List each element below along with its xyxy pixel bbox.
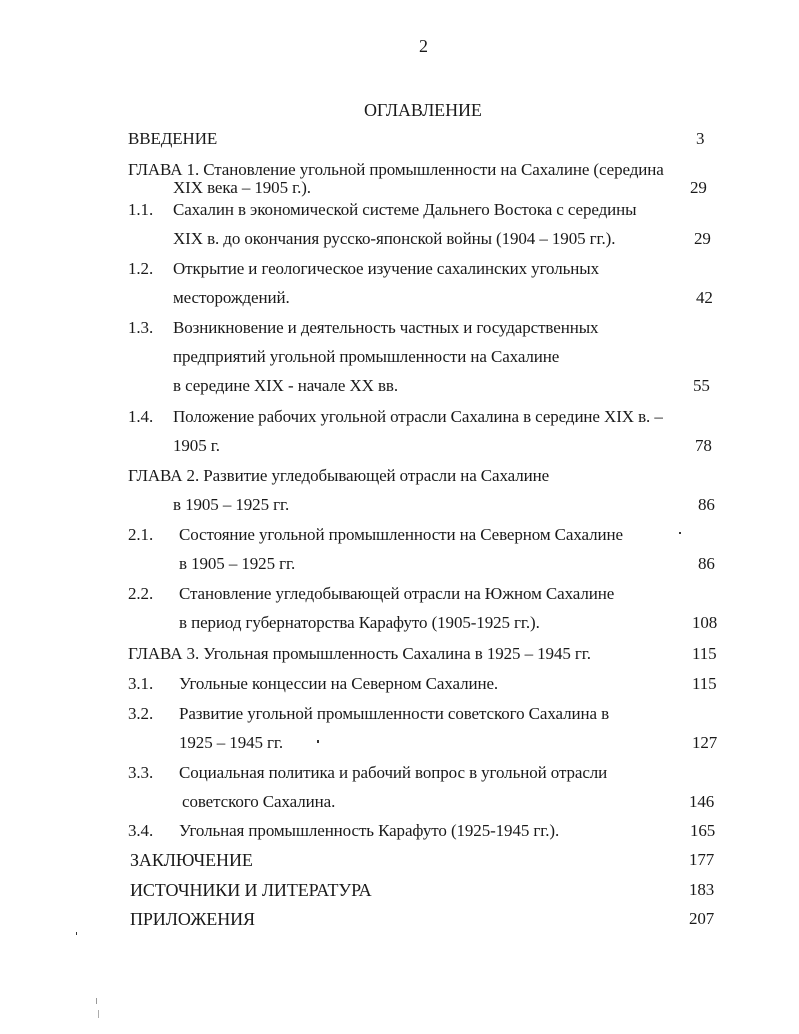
toc-entry-number: 1.3. [128, 318, 154, 337]
toc-entry-page: 3 [696, 129, 705, 148]
toc-entry-text: Сахалин в экономической системе Дальнего Востока с середины [173, 200, 637, 219]
toc-entry-text-continued: 1925 – 1945 гг. [179, 733, 284, 752]
scan-speck [76, 932, 77, 935]
toc-entry-text: ГЛАВА 3. Угольная промышленность Сахалина в 1925 – 1945 гг. [128, 644, 591, 663]
toc-entry-number: 3.3. [128, 763, 154, 782]
toc-entry-page: 127 [692, 733, 718, 752]
toc-entry-text: Угольная промышленность Карафуто (1925-1945 гг.). [179, 821, 560, 840]
toc-entry-page: 86 [698, 554, 715, 573]
toc-entry-text: Социальная политика и рабочий вопрос в угольной отрасли [179, 763, 608, 782]
toc-entry-number: 3.4. [128, 821, 154, 840]
toc-entry-number: 3.2. [128, 704, 154, 723]
toc-entry-page: 183 [689, 880, 715, 899]
toc-entry-number: 1.1. [128, 200, 154, 219]
toc-entry-page: 207 [689, 909, 715, 928]
toc-entry-text-continued: XIX в. до окончания русско-японской войны (1904 – 1905 гг.). [173, 229, 616, 248]
toc-entry-page: 115 [692, 674, 717, 693]
toc-entry-text: Состояние угольной промышленности на Северном Сахалине [179, 525, 623, 544]
toc-entry-page: 115 [692, 644, 717, 663]
toc-entry-text-continued: в период губернаторства Карафуто (1905-1925 гг.). [179, 613, 540, 632]
toc-entry-text: Открытие и геологическое изучение сахалинских угольных [173, 259, 599, 278]
toc-entry-number: 3.1. [128, 674, 154, 693]
toc-entry-page: 108 [692, 613, 718, 632]
toc-entry-page: 165 [690, 821, 716, 840]
toc-entry-text-continued: советского Сахалина. [182, 792, 336, 811]
toc-entry-text-continued: XIX века – 1905 г.). [173, 178, 311, 197]
toc-entry-text: Развитие угольной промышленности советского Сахалина в [179, 704, 610, 723]
scan-speck [317, 740, 319, 743]
toc-entry-text-continued: месторождений. [173, 288, 290, 307]
toc-entry-text-continued: в 1905 – 1925 гг. [173, 495, 290, 514]
toc-entry-number: 1.2. [128, 259, 154, 278]
toc-entry-page: 177 [689, 850, 715, 869]
toc-entry-text: ГЛАВА 2. Развитие угледобывающей отрасли на Сахалине [128, 466, 550, 485]
toc-entry-text: ВВЕДЕНИЕ [128, 129, 218, 148]
toc-entry-text: Угольные концессии на Северном Сахалине. [179, 674, 499, 693]
toc-entry-page: 86 [698, 495, 715, 514]
toc-entry-page: 29 [690, 178, 707, 197]
toc-entry-number: 1.4. [128, 407, 154, 426]
toc-title: ОГЛАВЛЕНИЕ [364, 100, 482, 120]
toc-entry-text: ПРИЛОЖЕНИЯ [130, 909, 255, 929]
toc-entry-text: ЗАКЛЮЧЕНИЕ [130, 850, 253, 870]
toc-entry-page: 78 [695, 436, 712, 455]
toc-entry-text: ГЛАВА 1. Становление угольной промышленности на Сахалине (середина [128, 160, 664, 179]
toc-entry-page: 42 [696, 288, 713, 307]
toc-entry-text: Возникновение и деятельность частных и государственных [173, 318, 599, 337]
toc-entry-text-continued: предприятий угольной промышленности на Сахалине [173, 347, 560, 366]
scan-speck [98, 1010, 99, 1018]
toc-entry-page: 55 [693, 376, 710, 395]
toc-entry-text: ИСТОЧНИКИ И ЛИТЕРАТУРА [130, 880, 372, 900]
toc-entry-page: 146 [689, 792, 715, 811]
toc-entry-text-continued: в 1905 – 1925 гг. [179, 554, 296, 573]
toc-entry-number: 2.1. [128, 525, 154, 544]
toc-entry-text: Становление угледобывающей отрасли на Южном Сахалине [179, 584, 615, 603]
toc-entry-page: 29 [694, 229, 711, 248]
toc-entry-text-continued: в середине XIX - начале XX вв. [173, 376, 399, 395]
page-number: 2 [419, 36, 428, 56]
scan-speck [679, 532, 681, 534]
scan-speck [96, 998, 97, 1004]
toc-entry-text-continued: 1905 г. [173, 436, 220, 455]
toc-entry-number: 2.2. [128, 584, 154, 603]
toc-entry-text: Положение рабочих угольной отрасли Сахалина в середине XIX в. – [173, 407, 663, 426]
